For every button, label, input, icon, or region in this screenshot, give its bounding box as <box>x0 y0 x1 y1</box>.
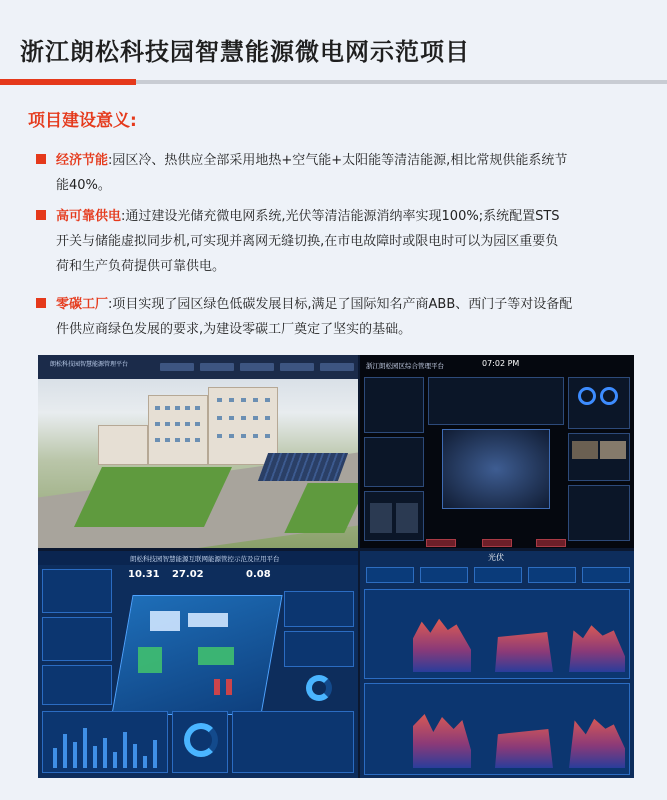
info-panel <box>42 569 112 613</box>
dashboard-nav-button[interactable] <box>426 539 456 547</box>
info-panel <box>364 377 424 433</box>
point-reliability <box>36 204 648 279</box>
solar-carport <box>258 453 348 481</box>
equipment-room-3d <box>442 429 550 509</box>
pv-chart-panel <box>364 683 630 775</box>
dashboard-title: 浙江朗松园区综合管理平台 <box>366 362 444 370</box>
page-title: 浙江朗松科技园智慧能源微电网示范项目 <box>20 38 470 66</box>
dashboard-nav-button[interactable] <box>536 539 566 547</box>
gauge <box>184 723 218 757</box>
bullet-square-icon <box>36 154 46 164</box>
monitor-panel <box>428 377 564 425</box>
header <box>0 0 667 80</box>
platform-screenshot-collage <box>38 355 634 778</box>
dashboard-nav-button[interactable] <box>482 539 512 547</box>
pv-chart-panel <box>364 589 630 679</box>
energy-control-dashboard <box>38 551 358 778</box>
info-panel <box>568 377 630 429</box>
building <box>98 425 148 465</box>
section-title: 项目建设意义: <box>28 111 137 131</box>
point-keyword: 零碳工厂 <box>56 297 109 312</box>
point-text: :园区冷、热供应全部采用地热+空气能+太阳能等清洁能源,相比常规供能系统节 <box>108 153 568 168</box>
scene-title: 朗松科技园智慧能源管理平台 <box>50 361 129 368</box>
bullet-square-icon <box>36 210 46 220</box>
point-text: 开关与储能虚拟同步机,可实现并离网无缝切换,在市电故障时或限电时可以为园区重要负 <box>56 234 559 249</box>
dashboard-clock: 07:02 PM <box>482 359 520 368</box>
kpi-value: 27.02 <box>172 569 204 580</box>
point-zero-carbon <box>36 292 648 342</box>
dashboard-title: 光伏 <box>488 553 504 562</box>
gauge <box>306 675 332 701</box>
dashboard-title: 朗松科技园智慧能源互联网能源管控示范及应用平台 <box>130 555 280 563</box>
title-underline-accent <box>0 79 136 85</box>
kpi-value: 10.31 <box>128 569 160 580</box>
title-underline <box>136 80 667 84</box>
building <box>148 395 208 465</box>
info-panel <box>42 665 112 705</box>
info-panel <box>284 631 354 667</box>
point-keyword: 经济节能 <box>56 153 109 168</box>
info-panel <box>42 617 112 661</box>
curve-panel <box>232 711 354 773</box>
campus-3d-view <box>38 355 358 548</box>
point-text: 荷和生产负荷提供可靠供电。 <box>56 259 226 274</box>
info-panel <box>284 591 354 627</box>
point-keyword: 高可靠供电 <box>56 209 122 224</box>
bullet-square-icon <box>36 298 46 308</box>
pv-dashboard <box>360 551 634 778</box>
info-panel <box>364 437 424 487</box>
point-text: :项目实现了园区绿色低碳发展目标,满足了国际知名产商ABB、西门子等对设备配 <box>108 297 573 312</box>
scene-toolbar <box>38 355 358 379</box>
kpi-value: 0.08 <box>246 569 271 580</box>
info-panel <box>568 485 630 541</box>
point-text: 能40%。 <box>56 178 111 193</box>
bar-panel <box>42 711 168 773</box>
integrated-management-dashboard <box>360 355 634 548</box>
point-text: :通过建设光储充微电网系统,光伏等清洁能源消纳率实现100%;系统配置STS <box>121 209 560 224</box>
point-text: 件供应商绿色发展的要求,为建设零碳工厂奠定了坚实的基础。 <box>56 322 412 337</box>
point-economy <box>36 148 648 198</box>
